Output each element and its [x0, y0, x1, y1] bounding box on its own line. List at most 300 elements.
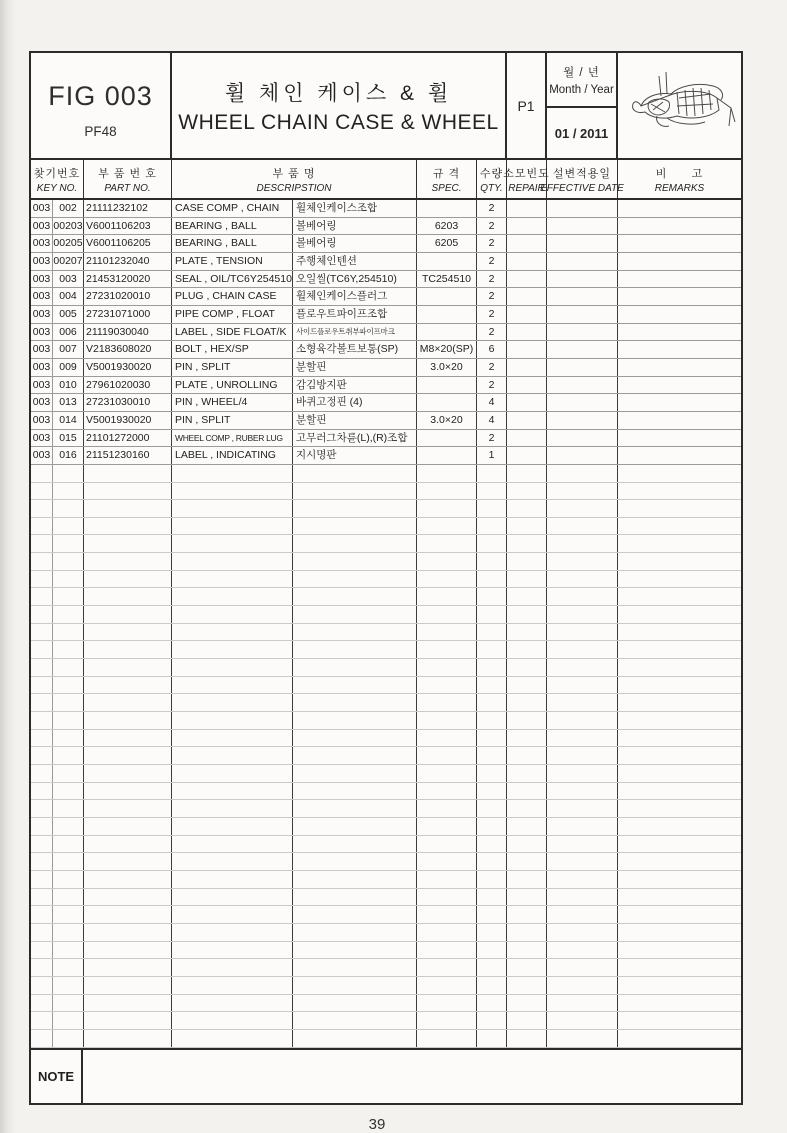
repair-cell	[507, 430, 547, 447]
description-en-cell	[172, 606, 293, 623]
part-no-cell	[84, 677, 172, 694]
spec-cell	[417, 942, 477, 959]
repair-cell	[507, 200, 547, 217]
description-ko-cell	[293, 906, 417, 923]
key-no-cell	[53, 483, 84, 500]
description-ko-cell	[293, 553, 417, 570]
key-no-cell	[53, 942, 84, 959]
repair-cell	[507, 641, 547, 658]
key-no-cell	[53, 694, 84, 711]
empty-table-row	[31, 606, 741, 624]
description-en-cell	[172, 765, 293, 782]
table-row	[31, 359, 741, 377]
table-body	[31, 200, 741, 1048]
remarks-cell	[618, 465, 741, 482]
effective-date-cell	[547, 253, 618, 270]
repair-cell	[507, 465, 547, 482]
empty-table-row	[31, 588, 741, 606]
model-code: PF48	[84, 123, 117, 139]
effective-date-cell	[547, 995, 618, 1012]
qty-cell: 2	[477, 430, 507, 447]
repair-cell	[507, 906, 547, 923]
remarks-cell	[618, 588, 741, 605]
description-en-cell: BEARING , BALL	[172, 235, 293, 252]
effective-date-cell	[547, 465, 618, 482]
description-ko-cell	[293, 624, 417, 641]
description-ko-cell	[293, 924, 417, 941]
description-en-cell	[172, 588, 293, 605]
remarks-cell	[618, 995, 741, 1012]
description-ko-cell	[293, 535, 417, 552]
empty-table-row	[31, 1030, 741, 1048]
qty-cell: 1	[477, 447, 507, 464]
fig-no-cell	[31, 553, 53, 570]
description-ko-cell: 분할핀	[293, 359, 417, 376]
description-en-cell	[172, 853, 293, 870]
remarks-cell	[618, 394, 741, 411]
effective-date-cell	[547, 765, 618, 782]
key-no-cell	[53, 977, 84, 994]
qty-cell	[477, 677, 507, 694]
description-en-cell	[172, 747, 293, 764]
key-no-cell: 004	[53, 288, 84, 305]
repair-cell	[507, 324, 547, 341]
spec-cell: 3.0×20	[417, 412, 477, 429]
remarks-cell	[618, 800, 741, 817]
key-no-cell: 00205	[53, 235, 84, 252]
part-no-cell	[84, 730, 172, 747]
description-en-cell	[172, 995, 293, 1012]
description-en-cell: SEAL , OIL/TC6Y254510	[172, 271, 293, 288]
remarks-cell	[618, 924, 741, 941]
description-ko-cell	[293, 959, 417, 976]
fig-no-cell: 003	[31, 394, 53, 411]
description-ko-cell: 볼베어링	[293, 218, 417, 235]
fig-no-cell	[31, 783, 53, 800]
remarks-cell	[618, 1012, 741, 1029]
description-en-cell	[172, 500, 293, 517]
remarks-cell	[618, 694, 741, 711]
part-no-cell: 27961020030	[84, 377, 172, 394]
spec-cell	[417, 483, 477, 500]
remarks-cell	[618, 235, 741, 252]
fig-no-cell	[31, 606, 53, 623]
column-header-description: 부 품 명 DESCRIPSTION	[172, 160, 417, 198]
description-en-cell: PIPE COMP , FLOAT	[172, 306, 293, 323]
repair-cell	[507, 765, 547, 782]
empty-table-row	[31, 730, 741, 748]
effective-date-cell	[547, 483, 618, 500]
key-no-cell	[53, 677, 84, 694]
empty-table-row	[31, 889, 741, 907]
part-no-cell	[84, 924, 172, 941]
effective-date-cell	[547, 730, 618, 747]
remarks-cell	[618, 836, 741, 853]
qty-cell: 2	[477, 288, 507, 305]
empty-table-row	[31, 624, 741, 642]
spec-cell	[417, 924, 477, 941]
effective-date-cell	[547, 271, 618, 288]
description-ko-cell: 주행체인텐션	[293, 253, 417, 270]
note-section	[31, 1048, 741, 1103]
fig-no-cell	[31, 1030, 53, 1047]
table-row	[31, 218, 741, 236]
effective-date-cell	[547, 535, 618, 552]
part-no-cell	[84, 1012, 172, 1029]
qty-cell	[477, 942, 507, 959]
repair-cell	[507, 853, 547, 870]
remarks-cell	[618, 712, 741, 729]
repair-cell	[507, 271, 547, 288]
column-header-qty: 수량 QTY.	[477, 160, 507, 198]
part-no-cell: 27231020010	[84, 288, 172, 305]
key-no-cell	[53, 818, 84, 835]
qty-cell: 4	[477, 394, 507, 411]
qty-cell	[477, 624, 507, 641]
column-header-repair: 소모빈도 REPAIR	[507, 160, 547, 198]
effective-date-cell	[547, 677, 618, 694]
remarks-cell	[618, 765, 741, 782]
repair-cell	[507, 659, 547, 676]
key-no-cell	[53, 535, 84, 552]
fig-no-cell	[31, 977, 53, 994]
repair-cell	[507, 253, 547, 270]
description-ko-cell	[293, 871, 417, 888]
effective-date-cell	[547, 853, 618, 870]
description-ko-cell	[293, 606, 417, 623]
description-en-cell	[172, 571, 293, 588]
remarks-cell	[618, 853, 741, 870]
key-no-cell: 007	[53, 341, 84, 358]
note-label: NOTE	[31, 1050, 83, 1103]
key-no-cell	[53, 959, 84, 976]
key-no-cell	[53, 712, 84, 729]
description-en-cell: LABEL , INDICATING	[172, 447, 293, 464]
description-en-cell	[172, 483, 293, 500]
qty-cell	[477, 836, 507, 853]
spec-cell	[417, 465, 477, 482]
repair-cell	[507, 1030, 547, 1047]
remarks-cell	[618, 659, 741, 676]
spec-cell	[417, 588, 477, 605]
effective-date-cell	[547, 800, 618, 817]
table-row	[31, 288, 741, 306]
part-no-cell: V6001106203	[84, 218, 172, 235]
remarks-cell	[618, 571, 741, 588]
part-no-cell	[84, 871, 172, 888]
key-no-cell	[53, 747, 84, 764]
repair-cell	[507, 871, 547, 888]
part-no-cell: 21119030040	[84, 324, 172, 341]
part-no-cell	[84, 959, 172, 976]
empty-table-row	[31, 1012, 741, 1030]
description-en-cell	[172, 924, 293, 941]
fig-no-cell	[31, 800, 53, 817]
fig-no-cell	[31, 765, 53, 782]
note-content	[83, 1050, 741, 1103]
effective-date-cell	[547, 977, 618, 994]
table-row	[31, 271, 741, 289]
qty-cell: 2	[477, 218, 507, 235]
fig-no-cell	[31, 995, 53, 1012]
table-column-headers	[31, 160, 741, 200]
qty-cell	[477, 535, 507, 552]
remarks-cell	[618, 483, 741, 500]
remarks-cell	[618, 412, 741, 429]
description-ko-cell	[293, 677, 417, 694]
effective-date-cell	[547, 906, 618, 923]
fig-no-cell	[31, 747, 53, 764]
fig-no-cell: 003	[31, 377, 53, 394]
repair-cell	[507, 730, 547, 747]
part-no-cell: 27231030010	[84, 394, 172, 411]
fig-no-cell: 003	[31, 412, 53, 429]
qty-cell	[477, 483, 507, 500]
description-en-cell	[172, 624, 293, 641]
part-no-cell	[84, 977, 172, 994]
empty-table-row	[31, 765, 741, 783]
repair-cell	[507, 535, 547, 552]
empty-table-row	[31, 500, 741, 518]
remarks-cell	[618, 624, 741, 641]
description-ko-cell	[293, 694, 417, 711]
repair-cell	[507, 606, 547, 623]
empty-table-row	[31, 977, 741, 995]
qty-cell	[477, 588, 507, 605]
empty-table-row	[31, 871, 741, 889]
spec-cell	[417, 377, 477, 394]
part-no-cell	[84, 836, 172, 853]
scan-left-edge-shadow	[0, 0, 16, 1133]
qty-cell	[477, 765, 507, 782]
key-no-cell: 016	[53, 447, 84, 464]
fig-no-cell	[31, 853, 53, 870]
key-no-cell: 002	[53, 200, 84, 217]
description-en-cell	[172, 694, 293, 711]
part-no-cell	[84, 483, 172, 500]
fig-no-cell	[31, 889, 53, 906]
spec-cell	[417, 783, 477, 800]
remarks-cell	[618, 200, 741, 217]
fig-no-cell	[31, 942, 53, 959]
empty-table-row	[31, 783, 741, 801]
table-row	[31, 377, 741, 395]
column-header-effective-date: 설변적용일 EFFECTIVE DATE	[547, 160, 618, 198]
qty-cell: 2	[477, 271, 507, 288]
remarks-cell	[618, 677, 741, 694]
repair-cell	[507, 483, 547, 500]
column-header-spec: 규 격 SPEC.	[417, 160, 477, 198]
repair-cell	[507, 889, 547, 906]
repair-cell	[507, 1012, 547, 1029]
description-en-cell: WHEEL COMP , RUBER LUG	[172, 430, 293, 447]
key-no-cell	[53, 571, 84, 588]
part-no-cell	[84, 853, 172, 870]
description-ko-cell: 바퀴고정핀 (4)	[293, 394, 417, 411]
qty-cell	[477, 730, 507, 747]
description-en-cell	[172, 659, 293, 676]
description-ko-cell	[293, 783, 417, 800]
key-no-cell	[53, 606, 84, 623]
key-no-cell	[53, 906, 84, 923]
part-no-cell: 21151230160	[84, 447, 172, 464]
key-no-cell: 00207	[53, 253, 84, 270]
part-no-cell	[84, 500, 172, 517]
description-en-cell	[172, 677, 293, 694]
part-no-cell	[84, 889, 172, 906]
description-ko-cell	[293, 483, 417, 500]
part-no-cell	[84, 942, 172, 959]
spec-cell	[417, 747, 477, 764]
effective-date-cell	[547, 606, 618, 623]
repair-cell	[507, 995, 547, 1012]
part-no-cell	[84, 765, 172, 782]
spec-cell	[417, 571, 477, 588]
description-ko-cell	[293, 889, 417, 906]
spec-cell	[417, 1012, 477, 1029]
part-no-cell: 27231071000	[84, 306, 172, 323]
part-no-cell	[84, 694, 172, 711]
effective-date-cell	[547, 288, 618, 305]
qty-cell: 2	[477, 200, 507, 217]
key-no-cell	[53, 853, 84, 870]
description-ko-cell: 고무러그차륜(L),(R)조합	[293, 430, 417, 447]
description-ko-cell	[293, 977, 417, 994]
table-row	[31, 412, 741, 430]
qty-cell	[477, 606, 507, 623]
repair-cell	[507, 942, 547, 959]
repair-cell	[507, 306, 547, 323]
description-en-cell: PLATE , TENSION	[172, 253, 293, 270]
remarks-cell	[618, 535, 741, 552]
part-no-cell: V5001930020	[84, 359, 172, 376]
description-en-cell	[172, 553, 293, 570]
key-no-cell	[53, 783, 84, 800]
spec-cell	[417, 553, 477, 570]
remarks-cell	[618, 906, 741, 923]
spec-cell	[417, 694, 477, 711]
key-no-cell	[53, 518, 84, 535]
effective-date-cell	[547, 924, 618, 941]
empty-table-row	[31, 836, 741, 854]
repair-cell	[507, 694, 547, 711]
part-no-cell: 21101272000	[84, 430, 172, 447]
part-no-cell	[84, 1030, 172, 1047]
fig-no-cell: 003	[31, 341, 53, 358]
qty-cell: 2	[477, 359, 507, 376]
fig-no-cell	[31, 518, 53, 535]
month-year-box	[547, 53, 618, 158]
key-no-cell	[53, 553, 84, 570]
fig-no-cell	[31, 906, 53, 923]
spec-cell	[417, 677, 477, 694]
fig-no-cell	[31, 465, 53, 482]
repair-cell	[507, 712, 547, 729]
fig-no-cell	[31, 1012, 53, 1029]
description-ko-cell	[293, 588, 417, 605]
remarks-cell	[618, 359, 741, 376]
remarks-cell	[618, 288, 741, 305]
key-no-cell: 006	[53, 324, 84, 341]
fig-no-cell: 003	[31, 235, 53, 252]
remarks-cell	[618, 430, 741, 447]
fig-no-cell: 003	[31, 253, 53, 270]
month-year-label-english: Month / Year	[549, 83, 614, 96]
effective-date-cell	[547, 430, 618, 447]
spec-cell: 3.0×20	[417, 359, 477, 376]
qty-cell: 2	[477, 235, 507, 252]
effective-date-cell	[547, 1012, 618, 1029]
effective-date-cell	[547, 959, 618, 976]
qty-cell	[477, 906, 507, 923]
fig-no-cell: 003	[31, 271, 53, 288]
empty-table-row	[31, 535, 741, 553]
fig-no-cell: 003	[31, 200, 53, 217]
column-header-part-no: 부 품 번 호 PART NO.	[84, 160, 172, 198]
repair-cell	[507, 800, 547, 817]
effective-date-cell	[547, 836, 618, 853]
remarks-cell	[618, 271, 741, 288]
repair-cell	[507, 747, 547, 764]
empty-table-row	[31, 818, 741, 836]
effective-date-cell	[547, 588, 618, 605]
part-no-cell: V5001930020	[84, 412, 172, 429]
table-row	[31, 430, 741, 448]
spec-cell	[417, 606, 477, 623]
empty-table-row	[31, 995, 741, 1013]
remarks-cell	[618, 942, 741, 959]
effective-date-cell	[547, 712, 618, 729]
fig-no-cell: 003	[31, 324, 53, 341]
effective-date-cell	[547, 394, 618, 411]
fig-no-cell	[31, 535, 53, 552]
effective-date-cell	[547, 200, 618, 217]
effective-date-cell	[547, 783, 618, 800]
qty-cell: 4	[477, 412, 507, 429]
spec-cell	[417, 518, 477, 535]
spec-cell	[417, 288, 477, 305]
remarks-cell	[618, 500, 741, 517]
fig-no-cell	[31, 500, 53, 517]
fig-no-cell	[31, 871, 53, 888]
part-no-cell	[84, 659, 172, 676]
effective-date-cell	[547, 412, 618, 429]
effective-date-cell	[547, 1030, 618, 1047]
empty-table-row	[31, 483, 741, 501]
repair-cell	[507, 394, 547, 411]
remarks-cell	[618, 730, 741, 747]
part-no-cell: V6001106205	[84, 235, 172, 252]
spec-cell	[417, 324, 477, 341]
fig-no-cell: 003	[31, 288, 53, 305]
qty-cell: 6	[477, 341, 507, 358]
remarks-cell	[618, 977, 741, 994]
key-no-cell	[53, 924, 84, 941]
repair-cell	[507, 447, 547, 464]
description-en-cell	[172, 800, 293, 817]
fig-no-cell	[31, 641, 53, 658]
part-no-cell: 21111232102	[84, 200, 172, 217]
key-no-cell	[53, 500, 84, 517]
description-ko-cell	[293, 465, 417, 482]
remarks-cell	[618, 871, 741, 888]
description-ko-cell	[293, 853, 417, 870]
repair-cell	[507, 624, 547, 641]
description-ko-cell: 플로우트파이프조합	[293, 306, 417, 323]
description-en-cell: BEARING , BALL	[172, 218, 293, 235]
remarks-cell	[618, 553, 741, 570]
description-ko-cell	[293, 818, 417, 835]
